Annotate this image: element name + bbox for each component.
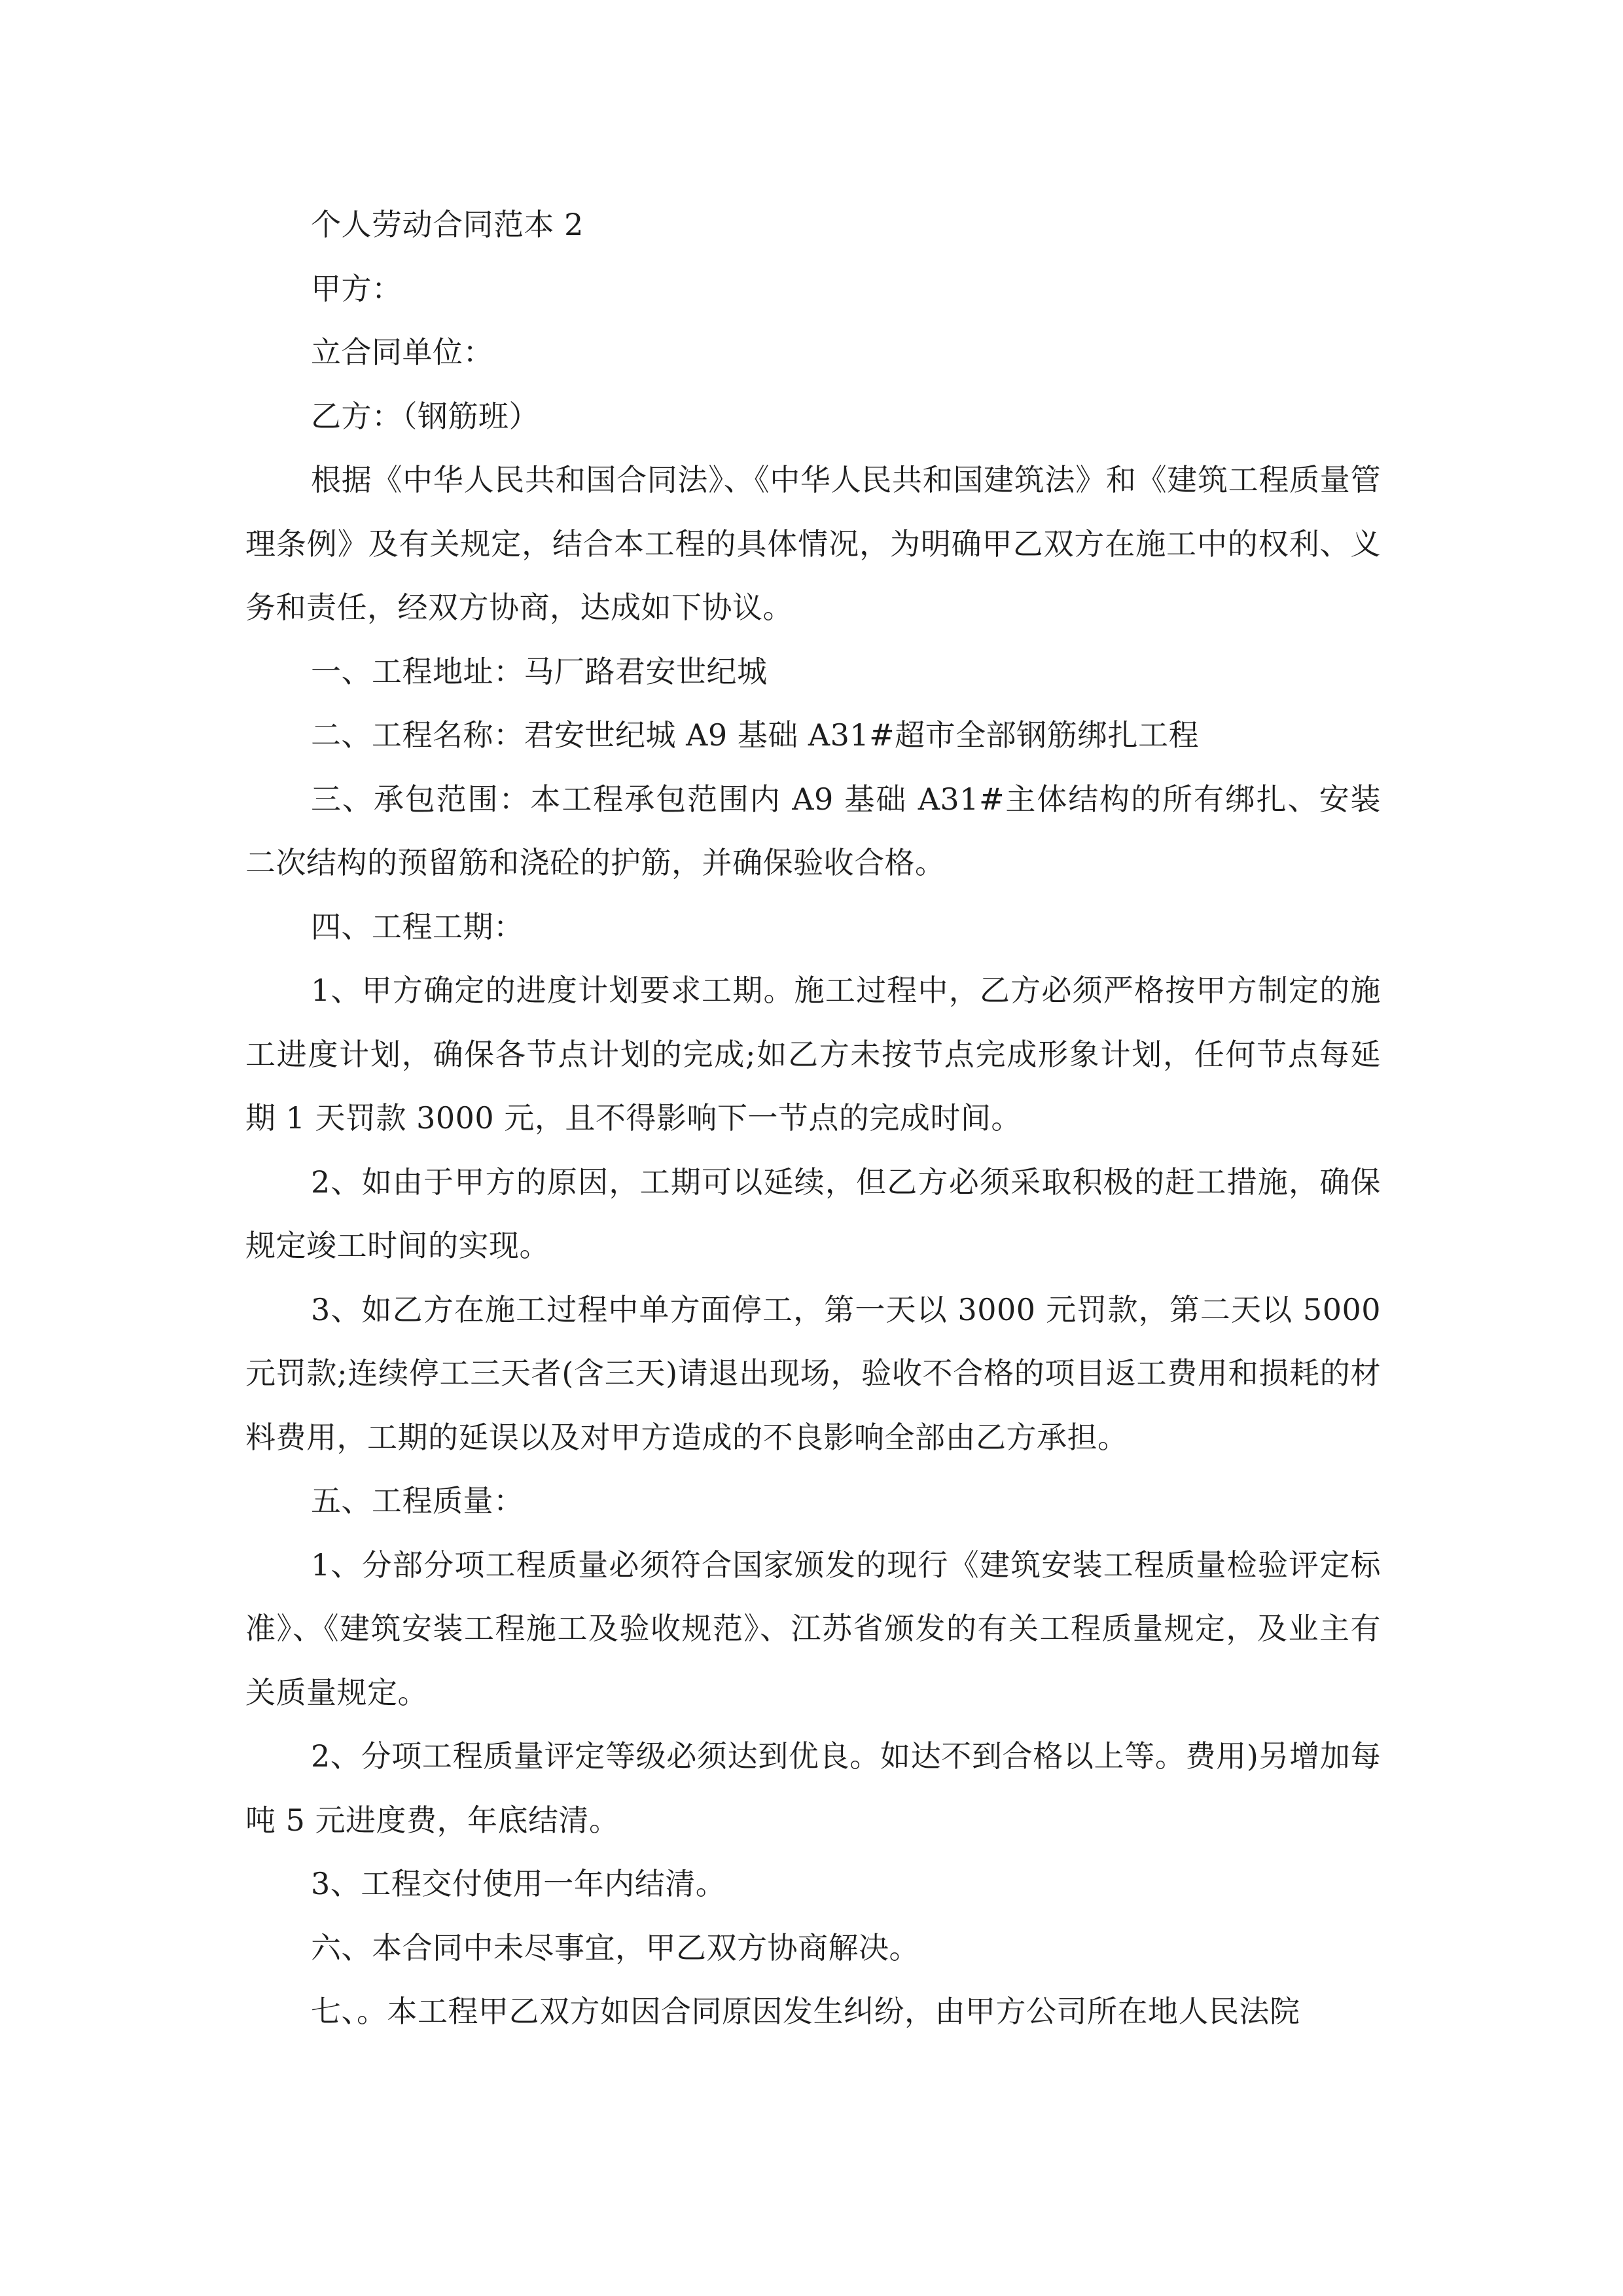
quality-item-1: 1、分部分项工程质量必须符合国家颁发的现行《建筑安装工程质量检验评定标准》、《建筑安装工程施工及验收规范》、江苏省颁发的有关工程质量规定，及业主有关质量规定。 bbox=[245, 1547, 1381, 1710]
clause-dispute-resolution: 七、。本工程甲乙双方如因合同原因发生纠纷，由甲方公司所在地人民法院 bbox=[311, 1994, 1300, 2029]
preamble-paragraph: 根据《中华人民共和国合同法》、《中华人民共和国建筑法》和《建筑工程质量管理条例》及有关规定，结合本工程的具体情况，为明确甲乙双方在施工中的权利、义务和责任，经双方协商，达成如下协议。 bbox=[245, 462, 1381, 625]
schedule-item-2: 2、如由于甲方的原因，工期可以延续，但乙方必须采取积极的赶工措施，确保规定竣工时间的实现。 bbox=[245, 1164, 1381, 1263]
quality-item-3: 3、工程交付使用一年内结清。 bbox=[311, 1866, 726, 1901]
section-heading-quality: 五、工程质量： bbox=[311, 1483, 524, 1518]
clause-project-name: 二、工程名称：君安世纪城 A9 基础 A31#超市全部钢筋绑扎工程 bbox=[311, 717, 1200, 753]
document-title: 个人劳动合同范本 2 bbox=[311, 207, 584, 242]
schedule-item-3: 3、如乙方在施工过程中单方面停工，第一天以 3000 元罚款，第二天以 5000 元罚款;连续停工三天者(含三天)请退出现场，验收不合格的项目返工费用和损耗的材料费用，工期的延误以及对甲方造成的不良影响全部由乙方承担。 bbox=[245, 1291, 1381, 1455]
party-a-line: 甲方： bbox=[311, 270, 402, 306]
section-heading-schedule: 四、工程工期： bbox=[311, 908, 524, 944]
party-b-line: 乙方：（钢筋班） bbox=[311, 398, 539, 434]
clause-contract-scope: 三、承包范围：本工程承包范围内 A9 基础 A31#主体结构的所有绑扎、安装二次结构的预留筋和浇砼的护筋，并确保验收合格。 bbox=[245, 781, 1381, 880]
clause-project-address: 一、工程地址：马厂路君安世纪城 bbox=[311, 653, 768, 689]
schedule-item-1: 1、甲方确定的进度计划要求工期。施工过程中，乙方必须严格按甲方制定的施工进度计划，确保各节点计划的完成;如乙方未按节点完成形象计划，任何节点每延期 1 天罚款 3000 元，且不得影响下一节点的完成时间。 bbox=[245, 973, 1381, 1136]
contract-unit-line: 立合同单位： bbox=[311, 334, 493, 370]
clause-unresolved-matters: 六、本合同中未尽事宜，甲乙双方协商解决。 bbox=[311, 1929, 919, 1965]
quality-item-2: 2、分项工程质量评定等级必须达到优良。如达不到合格以上等。费用)另增加每吨 5 元进度费，年底结清。 bbox=[245, 1738, 1381, 1838]
document-body bbox=[245, 193, 1381, 2044]
